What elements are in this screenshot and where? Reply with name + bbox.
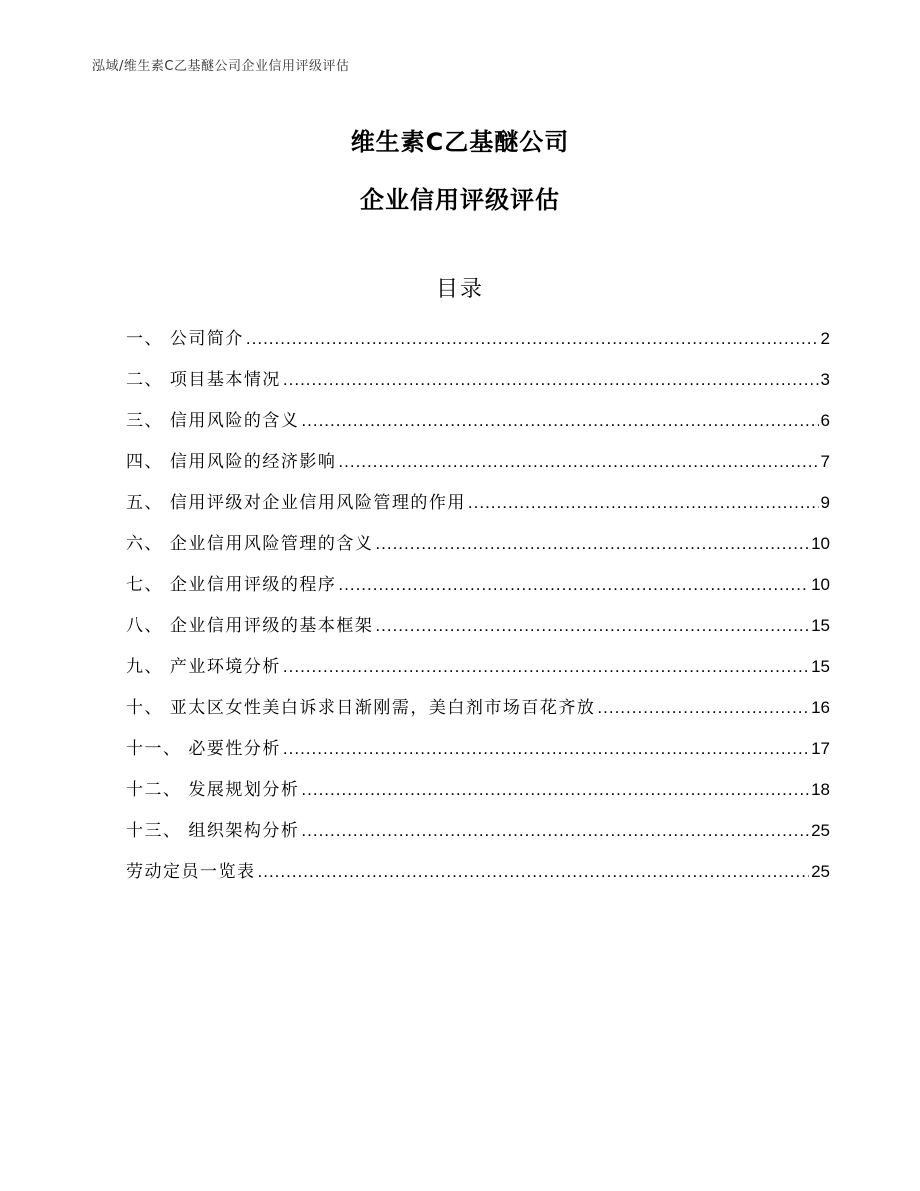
- toc-leader-dots: [375, 605, 809, 646]
- toc-heading: 目录: [435, 277, 484, 302]
- toc-entry[interactable]: [126, 482, 830, 523]
- toc-entry[interactable]: [126, 441, 830, 482]
- toc-entry-page: 9: [820, 493, 830, 512]
- toc-entry-page: 10: [811, 534, 830, 553]
- toc-entry-page: 15: [811, 657, 830, 676]
- toc-entry-label: 五、 信用评级对企业信用风险管理的作用: [126, 493, 466, 513]
- toc-entry[interactable]: [126, 810, 830, 851]
- toc-entry[interactable]: [126, 605, 830, 646]
- toc-entry-label: 劳动定员一览表: [126, 862, 256, 882]
- toc-entry-label: 七、 企业信用评级的程序: [126, 575, 337, 595]
- toc-leader-dots: [258, 851, 810, 892]
- toc-entry[interactable]: [126, 687, 830, 728]
- toc-entry-label: 二、 项目基本情况: [126, 370, 281, 390]
- toc-entry[interactable]: [126, 564, 830, 605]
- table-of-contents: [126, 318, 830, 892]
- toc-entry[interactable]: [126, 646, 830, 687]
- toc-entry-label: 十、 亚太区女性美白诉求日渐刚需，美白剂市场百花齐放: [126, 698, 596, 718]
- toc-entry-page: 17: [811, 739, 830, 758]
- toc-leader-dots: [597, 687, 809, 728]
- toc-entry-page: 2: [820, 329, 830, 348]
- toc-entry-label: 四、 信用风险的经济影响: [126, 452, 337, 472]
- running-header: 泓域/维生素C乙基醚公司企业信用评级评估: [92, 59, 350, 74]
- toc-entry-label: 九、 产业环境分析: [126, 657, 281, 677]
- toc-entry-label: 八、 企业信用评级的基本框架: [126, 616, 374, 636]
- toc-entry-label: 一、 公司简介: [126, 329, 244, 349]
- toc-entry-label: 三、 信用风险的含义: [126, 411, 300, 431]
- document-title-line-2: 企业信用评级评估: [360, 186, 560, 214]
- toc-leader-dots: [301, 400, 818, 441]
- toc-entry-page: 3: [820, 370, 830, 389]
- toc-entry-label: 十三、 组织架构分析: [126, 821, 300, 841]
- toc-entry-page: 6: [820, 411, 830, 430]
- toc-entry[interactable]: [126, 851, 830, 892]
- toc-leader-dots: [301, 769, 809, 810]
- toc-entry[interactable]: [126, 318, 830, 359]
- toc-leader-dots: [283, 359, 819, 400]
- toc-leader-dots: [246, 318, 819, 359]
- toc-entry-page: 10: [811, 575, 830, 594]
- toc-entry-label: 六、 企业信用风险管理的含义: [126, 534, 374, 554]
- toc-leader-dots: [301, 810, 809, 851]
- toc-entry-page: 18: [811, 780, 830, 799]
- toc-entry[interactable]: [126, 523, 830, 564]
- toc-entry-label: 十一、 必要性分析: [126, 739, 281, 759]
- toc-entry-page: 25: [811, 821, 830, 840]
- toc-entry[interactable]: [126, 359, 830, 400]
- toc-entry[interactable]: [126, 400, 830, 441]
- document-title-line-1: 维生素C乙基醚公司: [350, 128, 570, 156]
- toc-entry-page: 25: [811, 862, 830, 881]
- toc-leader-dots: [338, 441, 818, 482]
- toc-leader-dots: [375, 523, 809, 564]
- toc-leader-dots: [283, 646, 809, 687]
- toc-entry-page: 7: [820, 452, 830, 471]
- toc-entry-label: 十二、 发展规划分析: [126, 780, 300, 800]
- toc-leader-dots: [283, 728, 809, 769]
- toc-entry-page: 15: [811, 616, 830, 635]
- toc-leader-dots: [468, 482, 819, 523]
- toc-entry[interactable]: [126, 728, 830, 769]
- toc-leader-dots: [338, 564, 809, 605]
- toc-entry[interactable]: [126, 769, 830, 810]
- toc-entry-page: 16: [811, 698, 830, 717]
